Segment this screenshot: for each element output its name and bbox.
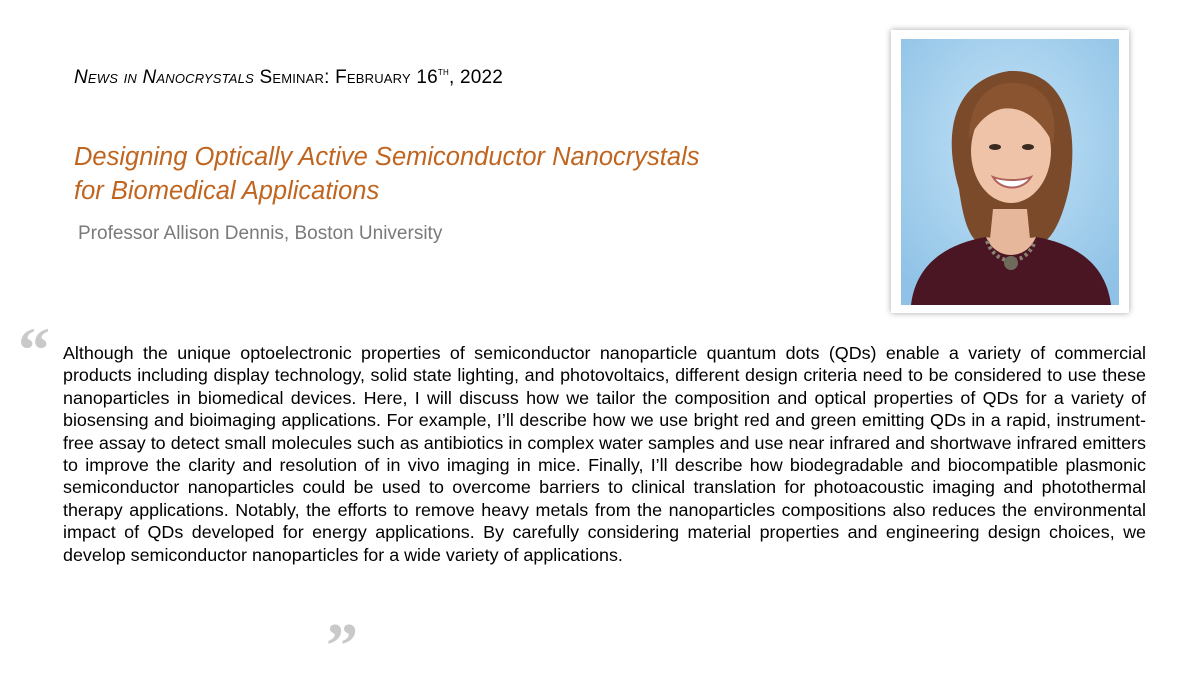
talk-title-line-1: Designing Optically Active Semiconductor Nanocrystals bbox=[74, 143, 700, 171]
speaker-portrait bbox=[901, 39, 1119, 305]
speaker-photo bbox=[891, 30, 1129, 313]
close-quote-mark: ” bbox=[326, 610, 358, 681]
seminar-date bbox=[335, 67, 503, 88]
seminar-header bbox=[74, 66, 503, 89]
seminar-date-month-day: February 16 bbox=[335, 67, 438, 88]
seminar-label: Seminar: bbox=[259, 67, 330, 88]
seminar-series-name: News in Nanocrystals bbox=[74, 67, 254, 88]
seminar-date-year: , 2022 bbox=[448, 67, 504, 88]
talk-title-line-2: for Biomedical Applications bbox=[74, 177, 380, 205]
open-quote-mark: “ bbox=[18, 314, 50, 385]
seminar-date-suffix: th bbox=[437, 66, 449, 78]
speaker-name: Professor Allison Dennis, Boston University bbox=[78, 223, 443, 244]
abstract-text: Although the unique optoelectronic properties of semiconductor nanoparticle quantum dots (QDs) enable a variety of commercial products including display technology, solid state lighting, and photovoltaics, different design criteria need to be considered to use these nanoparticles in biomedical devices. Here, I will discuss how we tailor the composition and optical properties of QDs for a variety of biosensing and bioimaging applications. For example, I’ll describe how we use bright red and green emitting QDs in a rapid, instrument-free assay to detect small molecules such as antibiotics in complex water samples and use near infrared and shortwave infrared emitters to improve the clarity and resolution of in vivo imaging in mice. Finally, I’ll describe how biodegradable and biocompatible plasmonic semiconductor nanoparticles could be used to overcome barriers to clinical translation for photoacoustic imaging and photothermal therapy applications. Notably, the efforts to remove heavy metals from the nanoparticles compositions also reduces the environmental impact of QDs developed for energy applications. By carefully considering material properties and engineering design choices, we develop semiconductor nanoparticles for a wide variety of applications. bbox=[63, 343, 1146, 565]
talk-title bbox=[74, 140, 864, 208]
